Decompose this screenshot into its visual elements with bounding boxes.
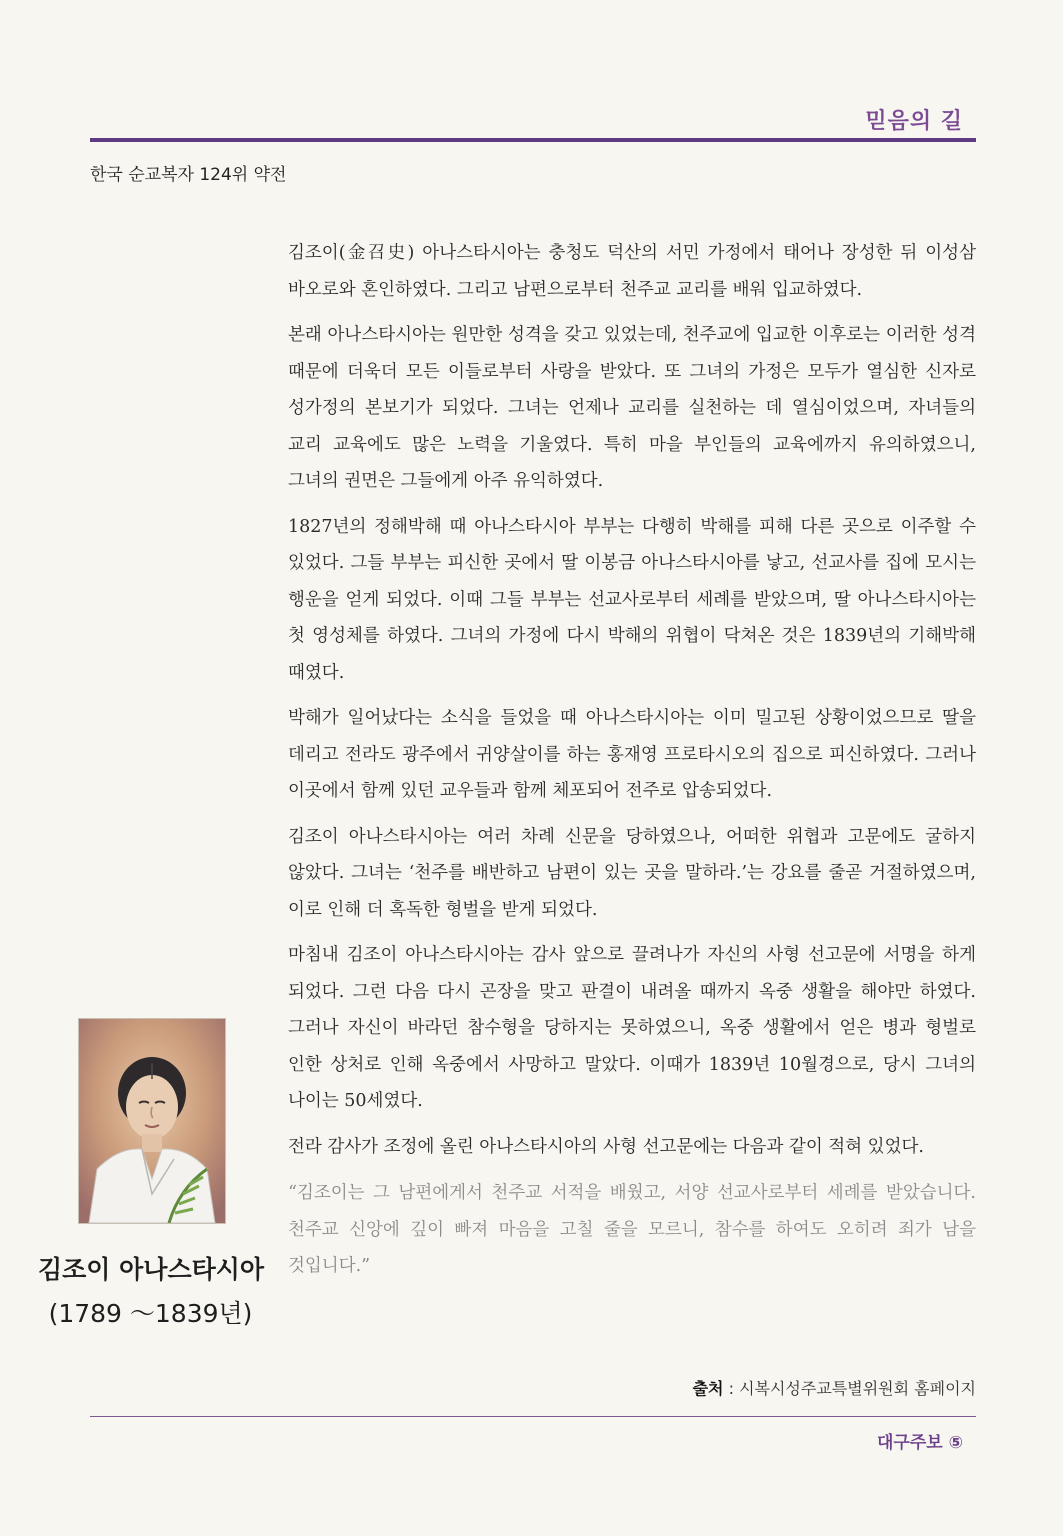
paragraph: 마침내 김조이 아나스타시아는 감사 앞으로 끌려나가 자신의 사형 선고문에 서명을 하게 되었다. 그런 다음 다시 곤장을 맞고 판결이 내려올 때까지 옥중 생활을 해야만 하였다. 그러나 자신이 바라던 참수형을 당하지는 못하였으니, 옥중 생활에서 얻은 병과 형벌로 인한 상처로 인해 옥중에서 사망하고 말았다. 이때가 1839년 10월경으로, 당시 그녀의 나이는 50세였다.	[288, 945, 976, 1111]
paragraph: 김조이(金召史) 아나스타시아는 충청도 덕산의 서민 가정에서 태어나 장성한 뒤 이성삼 바오로와 혼인하였다. 그리고 남편으로부터 천주교 교리를 배워 입교하였다.	[288, 243, 976, 300]
paragraph: 본래 아나스타시아는 원만한 성격을 갖고 있었는데, 천주교에 입교한 이후로는 이러한 성격 때문에 더욱더 모든 이들로부터 사랑을 받았다. 또 그녀의 가정은 모두가 열심한 신자로 성가정의 본보기가 되었다. 그녀는 언제나 교리를 실천하는 데 열심이었으며, 자녀들의 교리 교육에도 많은 노력을 기울였다. 특히 마을 부인들의 교육에까지 유의하였으니, 그녀의 권면은 그들에게 아주 유익하였다.	[288, 325, 976, 491]
paragraph: 박해가 일어났다는 소식을 들었을 때 아나스타시아는 이미 밀고된 상황이었으므로 딸을 데리고 전라도 광주에서 귀양살이를 하는 홍재영 프로타시오의 집으로 피신하였다. 그러나 이곳에서 함께 있던 교우들과 함께 체포되어 전주로 압송되었다.	[288, 708, 976, 801]
paragraph: 김조이 아나스타시아는 여러 차례 신문을 당하였으나, 어떠한 위협과 고문에도 굴하지 않았다. 그녀는 ‘천주를 배반하고 남편이 있는 곳을 말하라.’는 강요를 줄곧 거절하였으며, 이로 인해 더 혹독한 형벌을 받게 되었다.	[288, 826, 976, 920]
article-body	[288, 235, 976, 1294]
portrait-years: (1789 ～1839년)	[48, 1299, 253, 1328]
source-label: 출처	[692, 1379, 724, 1398]
top-divider	[90, 138, 976, 142]
bottom-divider	[90, 1416, 976, 1417]
portrait-image	[78, 1018, 226, 1224]
page-footer: 대구주보 ⑤	[877, 1433, 963, 1453]
source-separator: :	[723, 1379, 740, 1398]
sentence-quote: “김조이는 그 남편에게서 천주교 서적을 배웠고, 서양 선교사로부터 세례를 받았습니다. 천주교 신앙에 깊이 빠져 마음을 고칠 줄을 모르니, 참수를 하여도 오히려 죄가 남을 것입니다.”	[288, 1183, 976, 1276]
paragraph: 전라 감사가 조정에 올린 아나스타시아의 사형 선고문에는 다음과 같이 적혀 있었다.	[288, 1136, 924, 1157]
paragraph: 1827년의 정해박해 때 아나스타시아 부부는 다행히 박해를 피해 다른 곳으로 이주할 수 있었다. 그들 부부는 피신한 곳에서 딸 이봉금 아나스타시아를 낳고, 선교사를 집에 모시는 행운을 얻게 되었다. 이때 그들 부부는 선교사로부터 세례를 받았으며, 딸 아나스타시아는 첫 영성체를 하였다. 그녀의 가정에 다시 박해의 위협이 닥쳐온 것은 1839년의 기해박해 때였다.	[288, 516, 976, 683]
portrait-name: 김조이 아나스타시아	[38, 1255, 265, 1284]
source-text: 시복시성주교특별위원회 홈페이지	[739, 1379, 976, 1398]
source-credit	[693, 1376, 976, 1399]
section-title: 믿음의 길	[865, 109, 963, 134]
series-label: 한국 순교복자 124위 약전	[90, 165, 287, 185]
